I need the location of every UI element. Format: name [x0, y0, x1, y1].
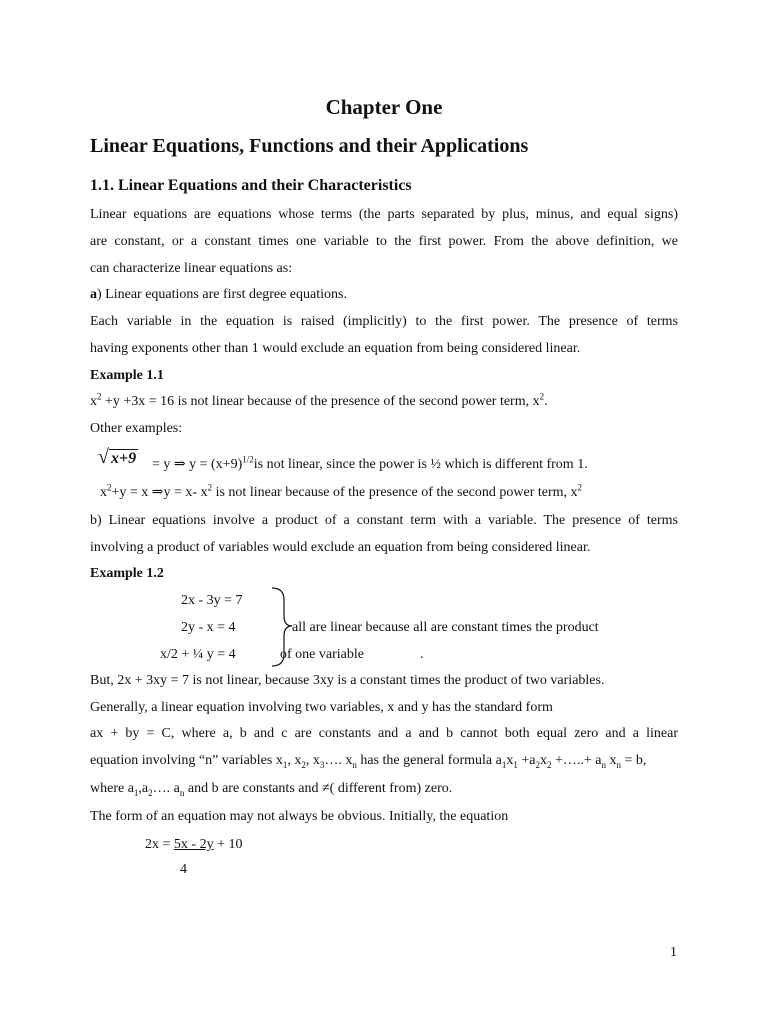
general-line: Generally, a linear equation involving two variables, x and y has the standard form [90, 700, 553, 715]
chapter-subtitle: Linear Equations, Functions and their Applications [90, 135, 529, 157]
sqrt-body: x+9 [110, 450, 137, 467]
example-1-equation: $x^2 +y +3x = 16$ is not linear because of the presence of the second power term, $x^2$. [90, 391, 548, 409]
standard-form-line-1: ax + by = C, where a, b and c are constants and a and b cannot both equal zero and a linear [90, 726, 678, 741]
final-equation-numerator: 5x - 2y [173, 837, 214, 852]
variable-para-line-2: having exponents other than 1 would exclude an equation from being considered linear. [90, 341, 581, 356]
example-2-note-2: of one variable [280, 647, 364, 662]
example-2-equation-1: 2x - 3y = 7 [181, 593, 243, 608]
point-b-line-1: b) Linear equations involve a product of a constant term with a variable. The presence of terms [90, 513, 678, 528]
point-b-line-2: involving a product of variables would exclude an equation from being considered linear. [90, 540, 591, 555]
page-number: 1 [670, 945, 677, 960]
intro-line-1: Linear equations are equations whose terms (the parts separated by plus, minus, and equal signs) [90, 207, 678, 222]
sqrt-expression [98, 446, 138, 469]
example-2-label: Example 1.2 [90, 566, 164, 581]
other-examples-label: Other examples: [90, 421, 183, 436]
point-a-letter: a [90, 287, 97, 302]
example-2-note-1: all are linear because all are constant times the product [292, 620, 599, 635]
example-2-equation-2: 2y - x = 4 [181, 620, 236, 635]
form-line: The form of an equation may not always be obvious. Initially, the equation [90, 809, 509, 824]
point-a-text: ) Linear equations are first degree equations. [97, 287, 347, 302]
standard-form-line-3: where $a_1,a_2\dots$. $a_n$ and b are constants and ≠( different from) zero. [90, 781, 453, 798]
standard-form-line-2: equation involving “n” variables $x_1$, $x_2$, $x_3\dots$. $x_n$ has the general formula $a_1x_1 +a_2x_2$ +…..+ $a_n$ $x_n = b$, [90, 753, 647, 770]
intro-line-3: can characterize linear equations as: [90, 261, 293, 276]
section-title: 1.1. Linear Equations and their Characteristics [90, 177, 412, 194]
example-2-equation-3: x/2 + ¼ y = 4 [160, 647, 236, 662]
final-equation-denominator: 4 [180, 862, 187, 877]
example-2-note-2-dot: . [420, 647, 424, 662]
intro-line-2: are constant, or a constant times one variable to the first power. From the above definition, we [90, 234, 678, 249]
point-a [90, 286, 347, 304]
sqrt-example-text: = y ⇒ $y = (x+9)^{1/2}is$ not linear, since the power is ½ which is different from 1. [152, 454, 588, 472]
second-power-example: $x^2+y = x$ ⇒y = x- $x^2$ is not linear because of the presence of the second power term, $x^2$ [100, 482, 583, 500]
variable-para-line-1: Each variable in the equation is raised (implicitly) to the first power. The presence of terms [90, 314, 678, 329]
sqrt-icon: √ [98, 446, 109, 468]
but-line: But, 2x + 3xy = 7 is not linear, because 3xy is a constant times the product of two variables. [90, 673, 605, 688]
chapter-title: Chapter One [325, 95, 443, 119]
example-1-label: Example 1.1 [90, 368, 164, 383]
final-equation: 2x = 5x - 2y + 10 [145, 837, 243, 852]
